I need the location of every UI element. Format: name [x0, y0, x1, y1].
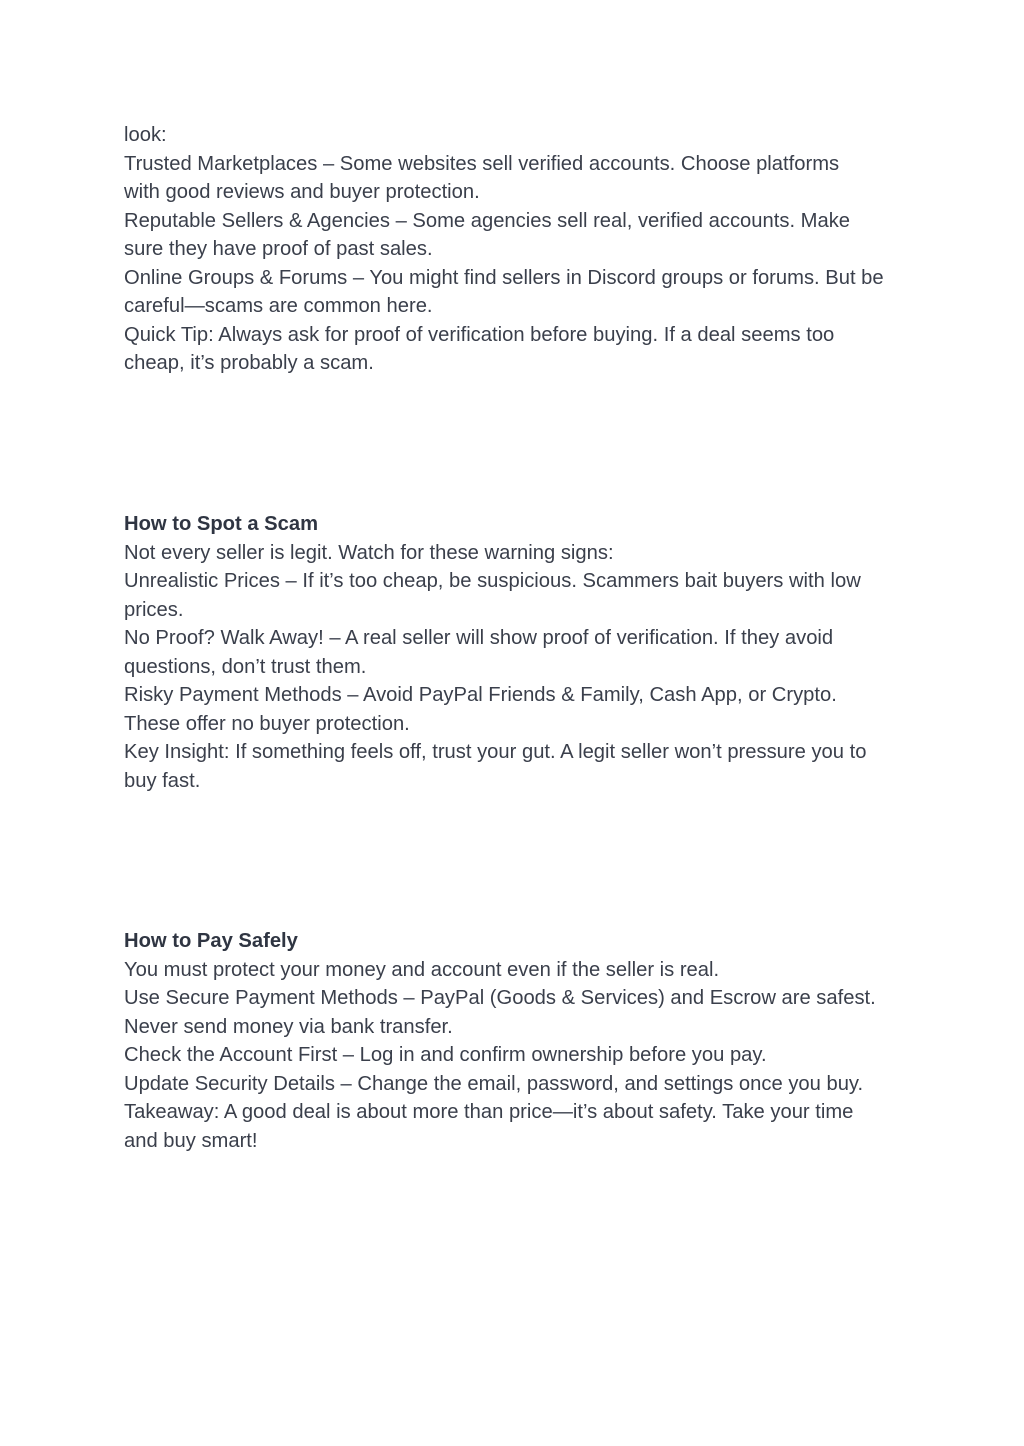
pay-safely-section [124, 927, 876, 1155]
section-line: You must protect your money and account even if the seller is real. [124, 958, 720, 981]
section-line: No Proof? Walk Away! – A real seller will show proof of verification. If they avoid [124, 627, 834, 649]
section-line: Key Insight: If something feels off, trust your gut. A legit seller won’t pressure you to [124, 741, 867, 763]
section-line: Never send money via bank transfer. [124, 1015, 453, 1038]
section-line: These offer no buyer protection. [124, 712, 410, 735]
section-heading: How to Pay Safely [124, 930, 298, 952]
section-line: Unrealistic Prices – If it’s too cheap, be suspicious. Scammers bait buyers with low [124, 570, 861, 592]
intro-line: Online Groups & Forums – You might find sellers in Discord groups or forums. But be [124, 266, 884, 289]
section-line: questions, don’t trust them. [124, 655, 367, 678]
intro-line: Quick Tip: Always ask for proof of verification before buying. If a deal seems too [124, 323, 835, 346]
intro-line: Trusted Marketplaces – Some websites sell verified accounts. Choose platforms [124, 152, 840, 175]
section-line: and buy smart! [124, 1129, 258, 1152]
intro-line: careful—scams are common here. [124, 295, 433, 317]
intro-line: cheap, it’s probably a scam. [124, 352, 374, 374]
section-line: Check the Account First – Log in and confirm ownership before you pay. [124, 1044, 767, 1066]
spot-scam-section [124, 510, 866, 795]
section-line: prices. [124, 598, 184, 621]
section-line: Use Secure Payment Methods – PayPal (Goods & Services) and Escrow are safest. [124, 987, 876, 1009]
section-heading: How to Spot a Scam [124, 513, 319, 535]
section-line: Takeaway: A good deal is about more than price—it’s about safety. Take your time [124, 1101, 854, 1123]
section-line: Not every seller is legit. Watch for these warning signs: [124, 541, 614, 564]
intro-line: sure they have proof of past sales. [124, 238, 433, 260]
section-line: buy fast. [124, 769, 201, 792]
intro-line: with good reviews and buyer protection. [124, 181, 480, 203]
intro-line: Reputable Sellers & Agencies – Some agencies sell real, verified accounts. Make [124, 209, 851, 232]
intro-section [124, 121, 884, 378]
intro-line: look: [124, 124, 167, 146]
section-line: Risky Payment Methods – Avoid PayPal Friends & Family, Cash App, or Crypto. [124, 684, 837, 706]
section-line: Update Security Details – Change the email, password, and settings once you buy. [124, 1072, 864, 1095]
